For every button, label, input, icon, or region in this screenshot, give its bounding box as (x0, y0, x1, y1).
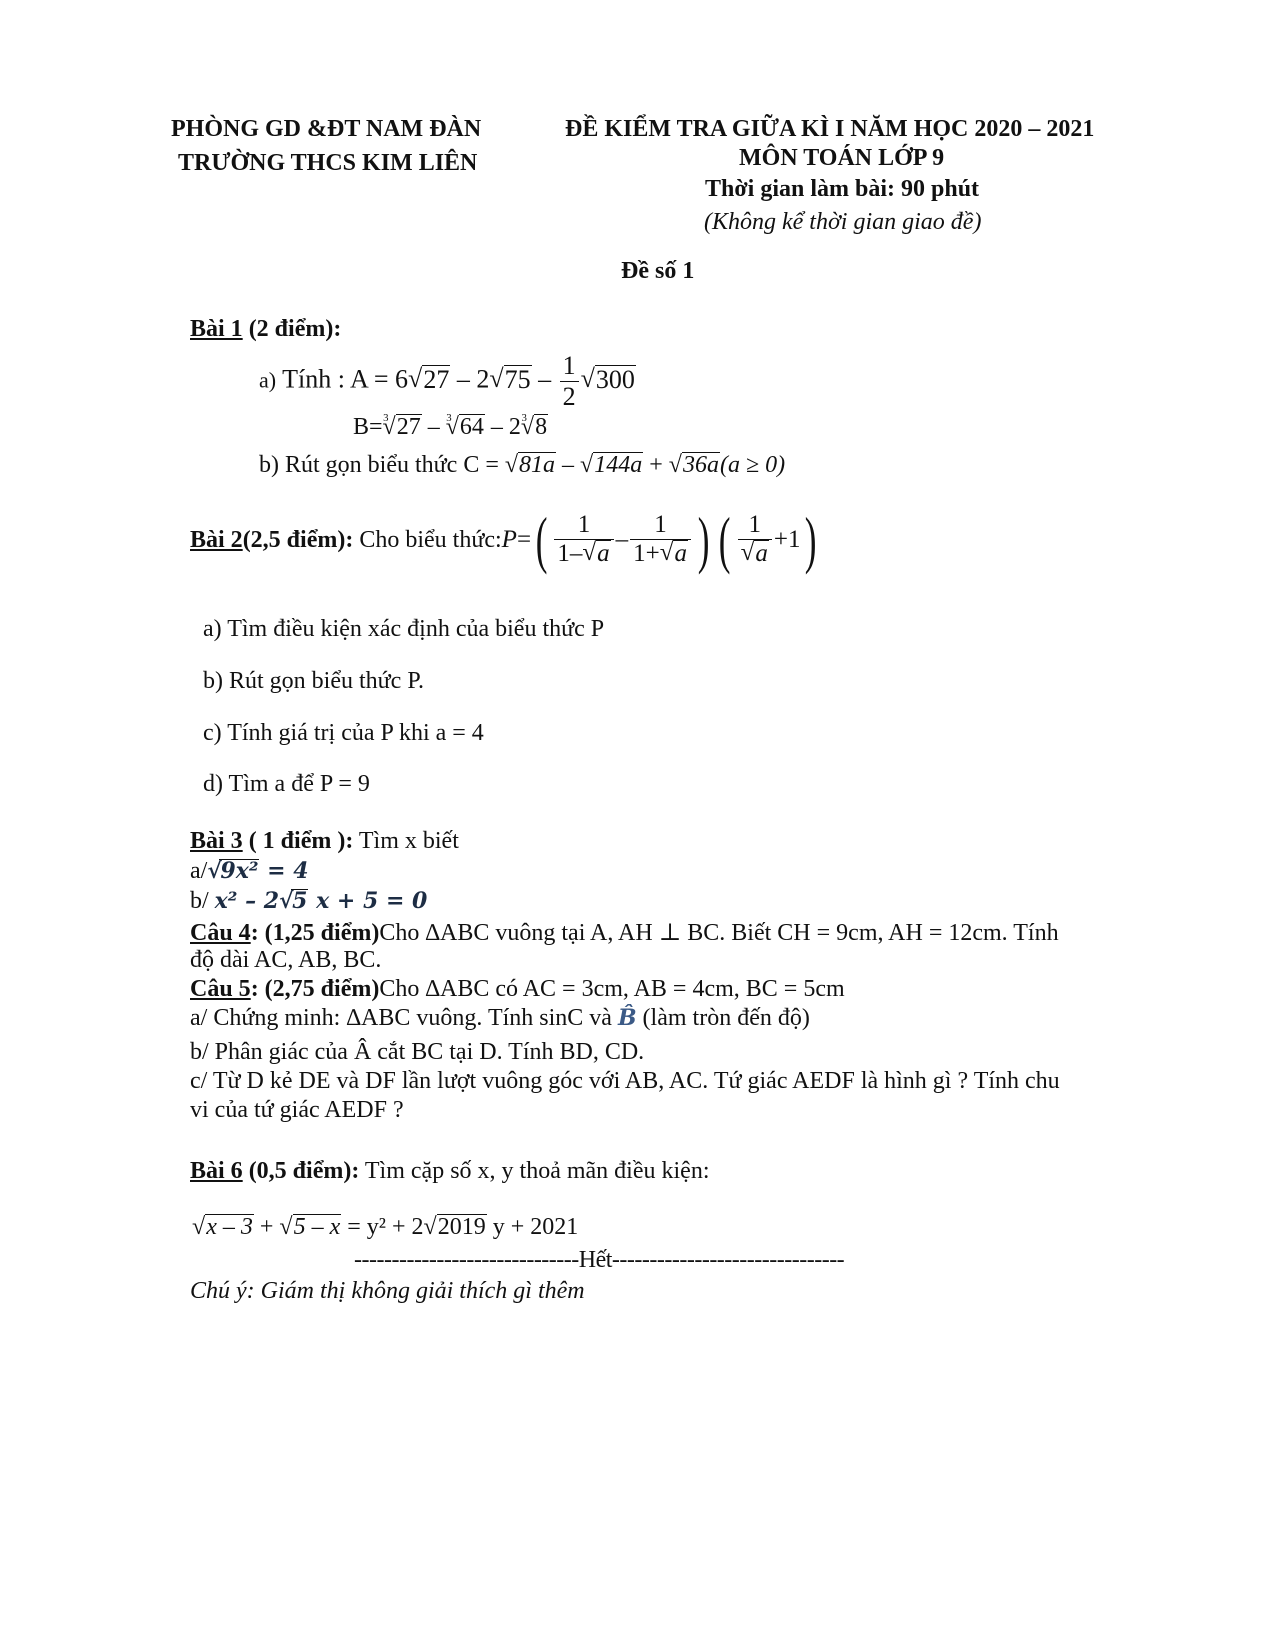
bai3-intro: Tìm x biết (353, 828, 459, 854)
duration: Thời gian làm bài: 90 phút (705, 176, 980, 202)
quadratic-part1: x² – 2 (214, 888, 280, 914)
end-mark: ------------------------------Hết------------------------------- (354, 1247, 845, 1273)
cau5-c-line1: c/ Từ D kẻ DE và DF lần lượt vuông góc với AB, AC. Tứ giác AEDF là hình gì ? Tính chu (190, 1068, 1060, 1094)
department-name: PHÒNG GD &ĐT NAM ĐÀN (171, 116, 482, 142)
bai2-heading-text (190, 527, 502, 554)
bai2-intro: Cho biểu thức: (353, 526, 502, 553)
bai1-points: (2 điểm): (242, 316, 342, 342)
minus-sign: – (615, 526, 629, 553)
equation-rhs-part2: y + 2021 (486, 1214, 579, 1240)
sqrt-x-minus-3: √ x – 3 (192, 1214, 254, 1241)
bai2-item-b: b) Rút gọn biểu thức P. (203, 668, 425, 694)
plus-sign: + (643, 452, 669, 478)
fraction-1-over-1-minus-sqrt-a: $\frac{1}{1-√ a}$ (554, 511, 613, 568)
exam-code: Đề số 1 (621, 258, 695, 284)
cau4-text: Cho ∆ABC vuông tại A, AH ⊥ BC. Biết CH = 9cm, AH = 12cm. Tính (379, 920, 1059, 946)
p-expression (501, 504, 822, 575)
bai1-heading (190, 316, 341, 343)
sqrt-75: √ 75 (489, 365, 531, 395)
minus-sign: – (556, 452, 581, 478)
right-paren: ) (697, 504, 710, 575)
cau5-title: Câu 5 (190, 976, 251, 1002)
equals-sign: = (516, 526, 532, 553)
bai6-equation (192, 1214, 578, 1241)
cau4-title: Câu 4 (190, 920, 251, 946)
plus-sign: + (253, 1214, 280, 1240)
bai3-points: ( 1 điểm ): (242, 828, 354, 854)
fraction-1-over-sqrt-a: 1 √ a (738, 511, 772, 568)
cbrt-64: √ 3 64 (446, 414, 485, 441)
c-label: b) Rút gọn biểu thức C = (259, 452, 505, 478)
equation-rhs-part1: = y² + 2 (341, 1214, 424, 1240)
cbrt-27: √ 3 27 (383, 414, 422, 441)
exam-title: ĐỀ KIỂM TRA GIỮA KÌ I NĂM HỌC 2020 – 2021 (565, 116, 1095, 142)
bai1-c-expression (259, 452, 785, 479)
b-label: B= (353, 414, 383, 440)
subject-title: MÔN TOÁN LỚP 9 (739, 145, 945, 171)
cau5-b: b/ Phân giác của Â cắt BC tại D. Tính BD, CD. (190, 1039, 645, 1065)
bai3-title: Bài 3 (190, 828, 243, 854)
plus-one: +1 (773, 526, 801, 553)
minus-sign: – (531, 364, 558, 394)
minus-sign: – 2 (484, 414, 521, 440)
cau5-a-rounding: (làm tròn đến độ) (636, 1005, 810, 1031)
bai3-b-label: b/ (190, 888, 215, 914)
sqrt-5: √ 5 (279, 888, 308, 914)
right-paren: ) (805, 504, 817, 575)
cau4-line1 (190, 918, 1059, 947)
bai2-title: Bài 2 (190, 526, 243, 553)
school-name: TRƯỜNG THCS KIM LIÊN (178, 150, 478, 176)
bai1-a-expression (259, 352, 636, 411)
sqrt-2019: √ 2019 (424, 1214, 487, 1241)
cau4-line2: độ dài AC, AB, BC. (190, 947, 382, 973)
cau5-a-text: a/ Chứng minh: ∆ABC vuông. Tính sinC và (190, 1005, 618, 1031)
cau4-points: : (1,25 điểm) (250, 920, 380, 946)
bai3-b (190, 888, 427, 915)
p-var: P (501, 526, 517, 553)
bai6-title: Bài 6 (190, 1158, 243, 1184)
bai6-heading (190, 1158, 709, 1185)
cau5-points: : (2,75 điểm) (250, 976, 380, 1002)
bai2-points: (2,5 điểm): (242, 526, 354, 553)
bai6-intro: Tìm cặp số x, y thoả mãn điều kiện: (359, 1158, 710, 1184)
bai6-points: (0,5 điểm): (242, 1158, 360, 1184)
cau5-text: Cho ∆ABC có AC = 3cm, AB = 4cm, BC = 5cm (379, 976, 845, 1002)
cau5-a (190, 1005, 810, 1032)
sqrt-300: √ 300 (581, 365, 636, 395)
fraction-1-over-1-plus-sqrt-a: $\frac{1}{1+√ a}$ (630, 511, 691, 568)
bai2-item-c: c) Tính giá trị của P khi a = 4 (203, 720, 484, 746)
proctor-note: Chú ý: Giám thị không giải thích gì thêm (190, 1278, 585, 1304)
bai3-heading (190, 828, 459, 855)
bai2-item-a: a) Tìm điều kiện xác định của biểu thức P (203, 616, 605, 642)
sqrt-9x2: √ 9x² (207, 858, 259, 884)
minus-sign: – 2 (450, 364, 490, 394)
sqrt-5-minus-x: √ 5 – x (279, 1214, 341, 1241)
bai1-a-label: a) (259, 367, 277, 393)
bai2-heading (190, 504, 822, 575)
sqrt-81a: √ 81a (505, 452, 556, 479)
condition: (a ≥ 0) (719, 452, 786, 478)
bai1-a-text: Tính : A = 6 (282, 364, 409, 394)
bai3-a (190, 858, 309, 885)
sqrt-27: √ 27 (408, 365, 450, 395)
sqrt-36a: √ 36a (669, 452, 720, 479)
angle-b-hat: B̂ (617, 1005, 637, 1031)
cbrt-8: √ 3 8 (521, 414, 548, 441)
quadratic-part2: x + 5 = 0 (308, 888, 428, 914)
left-paren: ( (535, 504, 548, 575)
cau5-c-line2: vi của tứ giác AEDF ? (190, 1097, 404, 1123)
sqrt-144a: √ 144a (580, 452, 643, 479)
minus-sign: – (421, 414, 446, 440)
bai2-item-d: d) Tìm a để P = 9 (203, 771, 370, 797)
bai1-b-expression (353, 414, 548, 441)
bai3-a-label: a/ (190, 858, 208, 884)
duration-note: (Không kể thời gian giao đề) (704, 209, 982, 235)
left-paren: ( (719, 504, 731, 575)
cau5-line1 (190, 976, 845, 1003)
bai1-title: Bài 1 (190, 316, 243, 342)
equals-four: = 4 (259, 858, 309, 884)
fraction-one-half: $\frac{1}{2}$ (560, 352, 579, 411)
